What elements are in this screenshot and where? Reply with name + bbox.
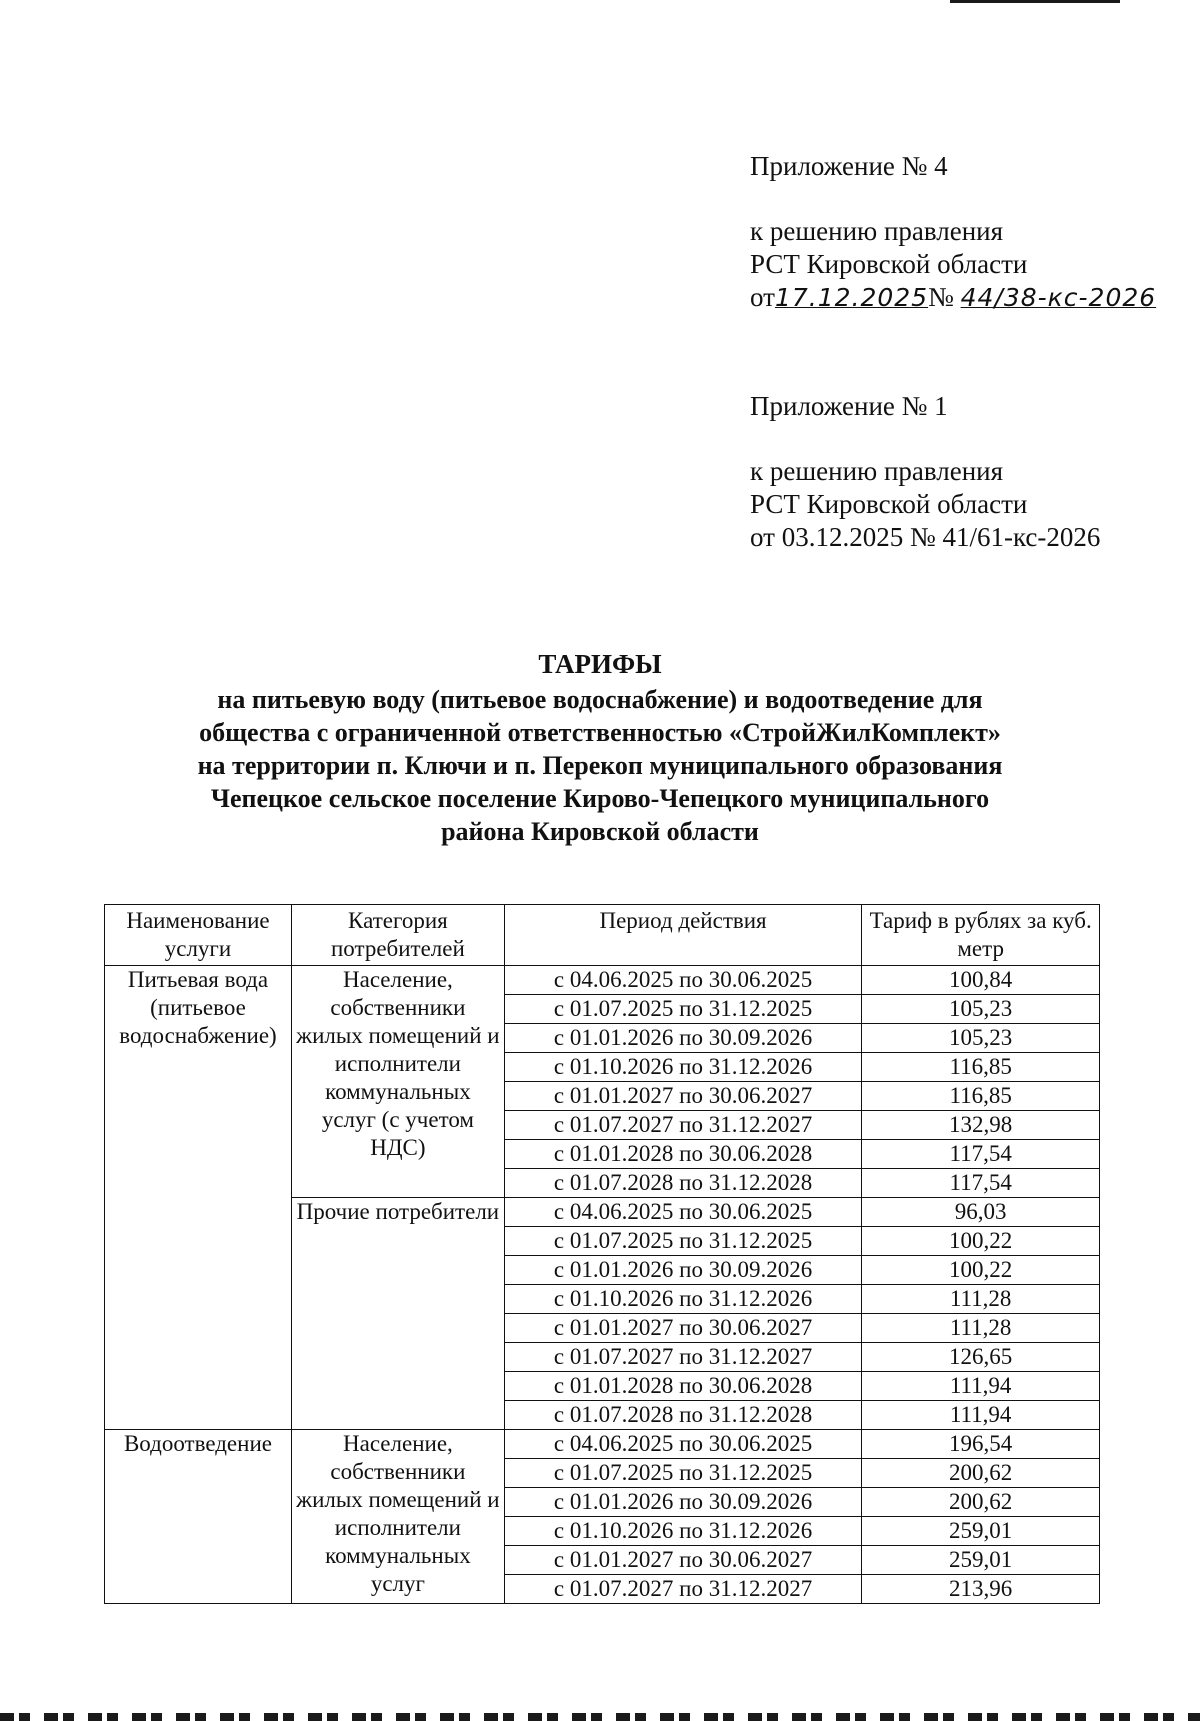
tariff-cell: 100,84 xyxy=(862,966,1100,995)
appendix-4-title: Приложение № 4 xyxy=(750,151,948,181)
tariffs-table-body xyxy=(105,966,1100,1604)
title-line: на питьевую воду (питьевое водоснабжение) и водоотведение для xyxy=(217,685,983,714)
tariff-cell: 111,94 xyxy=(862,1401,1100,1430)
scan-artifact-top xyxy=(950,0,1120,3)
appendix-1-line1: к решению правления xyxy=(750,456,1004,486)
period-cell: с 01.07.2027 по 31.12.2027 xyxy=(504,1111,861,1140)
document-title xyxy=(120,648,1080,848)
tariff-cell: 126,65 xyxy=(862,1343,1100,1372)
tariff-cell: 111,28 xyxy=(862,1314,1100,1343)
period-cell: с 01.07.2025 по 31.12.2025 xyxy=(504,995,861,1024)
appendix-4-prefix: от xyxy=(750,282,775,312)
appendix-4-header xyxy=(750,150,1156,314)
tariff-cell: 117,54 xyxy=(862,1169,1100,1198)
period-cell: с 01.07.2027 по 31.12.2027 xyxy=(504,1575,861,1604)
period-cell: с 01.10.2026 по 31.12.2026 xyxy=(504,1285,861,1314)
tariff-cell: 117,54 xyxy=(862,1140,1100,1169)
appendix-4-line3 xyxy=(750,281,1156,314)
tariff-cell: 132,98 xyxy=(862,1111,1100,1140)
header-category: Категория потребителей xyxy=(291,905,504,966)
period-cell: с 01.07.2027 по 31.12.2027 xyxy=(504,1343,861,1372)
period-cell: с 04.06.2025 по 30.06.2025 xyxy=(504,1430,861,1459)
appendix-1-title: Приложение № 1 xyxy=(750,391,948,421)
service-name-cell: Питьевая вода (питьевое водоснабжение) xyxy=(105,966,292,1430)
appendix-4-line2: РСТ Кировской области xyxy=(750,249,1028,279)
period-cell: с 01.01.2027 по 30.06.2027 xyxy=(504,1546,861,1575)
period-cell: с 01.01.2028 по 30.06.2028 xyxy=(504,1140,861,1169)
title-main: ТАРИФЫ xyxy=(538,649,662,679)
period-cell: с 04.06.2025 по 30.06.2025 xyxy=(504,1198,861,1227)
table-header-row xyxy=(105,905,1100,966)
tariff-cell: 200,62 xyxy=(862,1488,1100,1517)
period-cell: с 01.07.2025 по 31.12.2025 xyxy=(504,1227,861,1256)
tariff-cell: 213,96 xyxy=(862,1575,1100,1604)
handwritten-number: 44/38-кс-2026 xyxy=(960,283,1157,312)
tariffs-table xyxy=(104,904,1100,1604)
period-cell: с 01.01.2027 по 30.06.2027 xyxy=(504,1082,861,1111)
appendix-4-line1: к решению правления xyxy=(750,216,1004,246)
period-cell: с 01.10.2026 по 31.12.2026 xyxy=(504,1517,861,1546)
title-line: Чепецкое сельское поселение Кирово-Чепецкого муниципального xyxy=(210,784,990,813)
header-period: Период действия xyxy=(504,905,861,966)
service-name-cell: Водоотведение xyxy=(105,1430,292,1604)
tariff-cell: 96,03 xyxy=(862,1198,1100,1227)
tariff-cell: 111,28 xyxy=(862,1285,1100,1314)
header-service: Наименование услуги xyxy=(105,905,292,966)
tariff-cell: 259,01 xyxy=(862,1546,1100,1575)
period-cell: с 01.01.2026 по 30.09.2026 xyxy=(504,1488,861,1517)
category-cell: Население, собственники жилых помещений и исполнители коммунальных услуг (с учетом НДС) xyxy=(291,966,504,1198)
tariff-cell: 196,54 xyxy=(862,1430,1100,1459)
period-cell: с 01.01.2026 по 30.09.2026 xyxy=(504,1024,861,1053)
title-line: района Кировской области xyxy=(441,817,759,846)
appendix-1-line2: РСТ Кировской области xyxy=(750,489,1028,519)
category-cell: Население, собственники жилых помещений и исполнители коммунальных услуг xyxy=(291,1430,504,1604)
appendix-1-header xyxy=(750,390,1100,554)
period-cell: с 01.07.2028 по 31.12.2028 xyxy=(504,1401,861,1430)
title-line: общества с ограниченной ответственностью «СтройЖилКомплект» xyxy=(199,718,1001,747)
period-cell: с 01.01.2026 по 30.09.2026 xyxy=(504,1256,861,1285)
period-cell: с 01.07.2025 по 31.12.2025 xyxy=(504,1459,861,1488)
title-line: на территории п. Ключи и п. Перекоп муниципального образования xyxy=(197,751,1003,780)
handwritten-date: 17.12.2025 xyxy=(774,283,929,312)
tariff-cell: 111,94 xyxy=(862,1372,1100,1401)
header-tariff: Тариф в рублях за куб. метр xyxy=(862,905,1100,966)
period-cell: с 01.10.2026 по 31.12.2026 xyxy=(504,1053,861,1082)
tariff-cell: 100,22 xyxy=(862,1256,1100,1285)
tariff-cell: 105,23 xyxy=(862,1024,1100,1053)
table-row xyxy=(105,966,1100,995)
appendix-4-number-sign: № xyxy=(928,282,954,312)
tariff-cell: 105,23 xyxy=(862,995,1100,1024)
appendix-1-line3: от 03.12.2025 № 41/61-кс-2026 xyxy=(750,522,1101,552)
period-cell: с 01.07.2028 по 31.12.2028 xyxy=(504,1169,861,1198)
period-cell: с 04.06.2025 по 30.06.2025 xyxy=(504,966,861,995)
tariff-cell: 100,22 xyxy=(862,1227,1100,1256)
category-cell: Прочие потребители xyxy=(291,1198,504,1430)
scan-artifact-bottom xyxy=(0,1713,1200,1721)
period-cell: с 01.01.2027 по 30.06.2027 xyxy=(504,1314,861,1343)
tariff-cell: 116,85 xyxy=(862,1082,1100,1111)
tariff-cell: 116,85 xyxy=(862,1053,1100,1082)
period-cell: с 01.01.2028 по 30.06.2028 xyxy=(504,1372,861,1401)
tariff-cell: 200,62 xyxy=(862,1459,1100,1488)
table-row xyxy=(105,1430,1100,1459)
tariff-cell: 259,01 xyxy=(862,1517,1100,1546)
